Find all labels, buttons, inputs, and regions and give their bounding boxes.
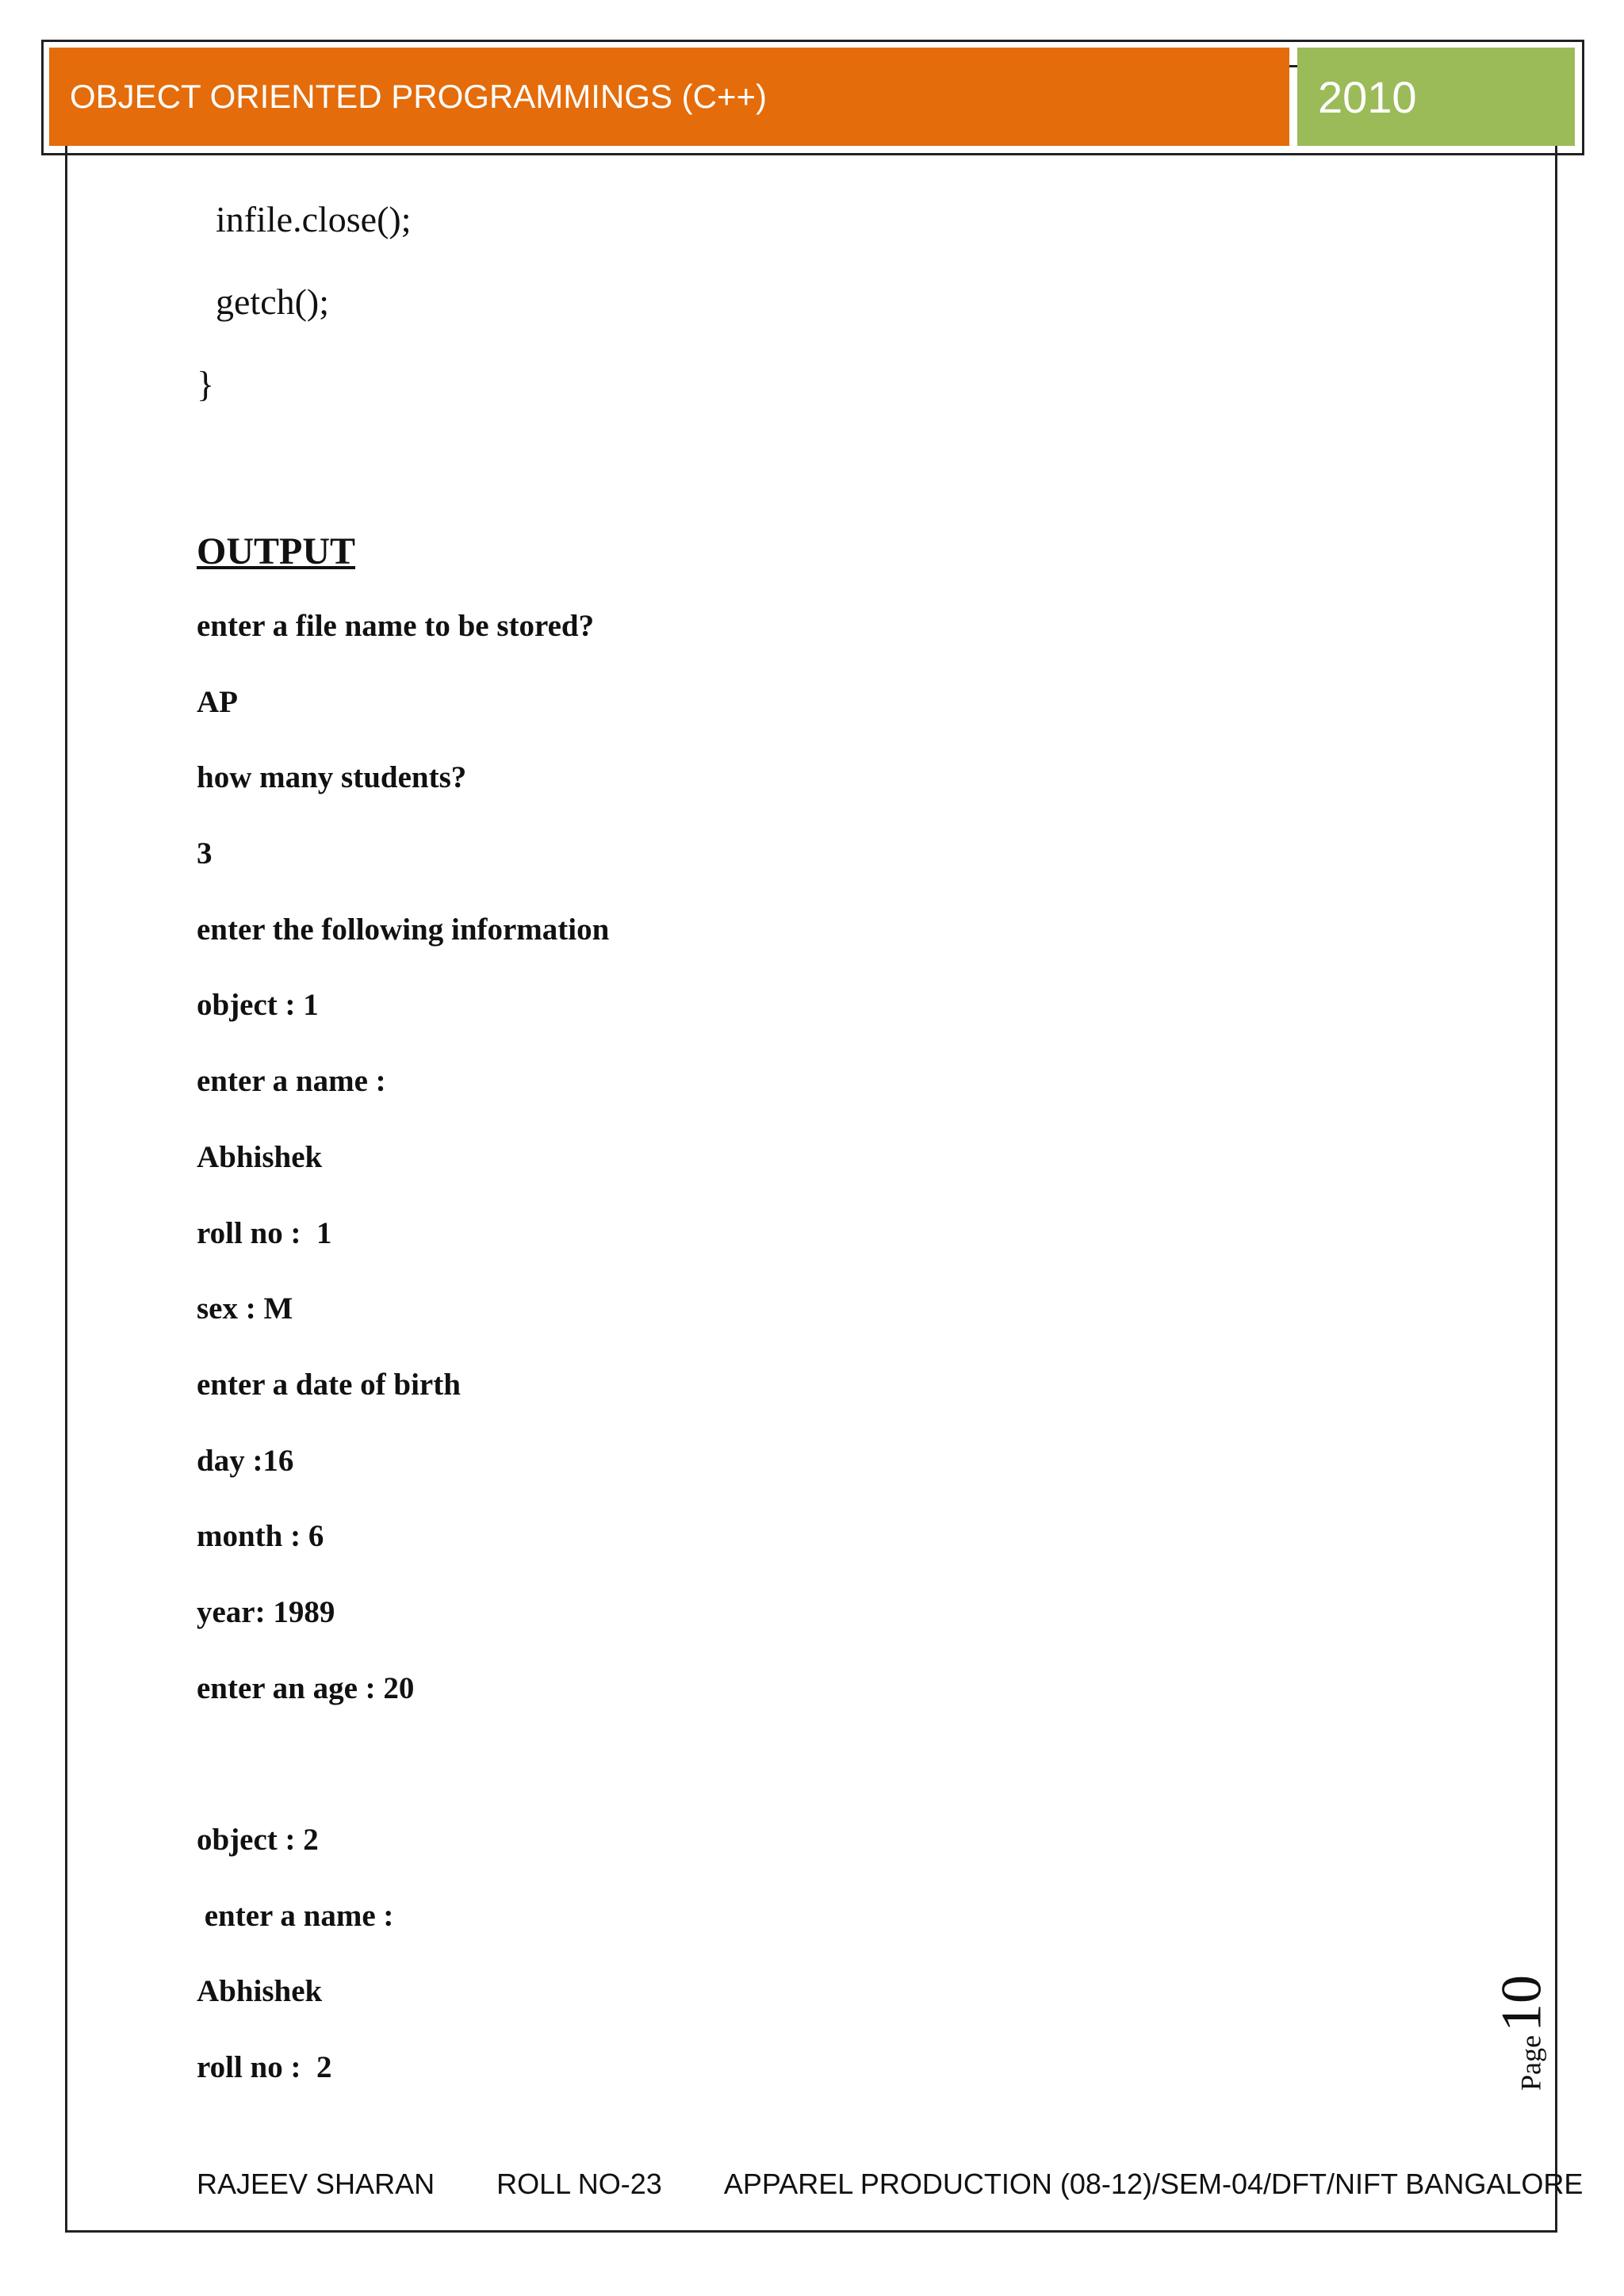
- header-title-bar: [49, 48, 1289, 146]
- output-line: enter a file name to be stored?: [197, 609, 595, 643]
- output-line: enter a name :: [197, 1898, 394, 1933]
- page-value: 10: [1489, 1975, 1553, 2033]
- output-heading: OUTPUT: [197, 530, 356, 572]
- output-line: roll no : 2: [197, 2050, 332, 2085]
- footer: [197, 2168, 1624, 2201]
- output-line: 3: [197, 836, 213, 871]
- output-line: Abhishek: [197, 1974, 323, 2009]
- document-title: OBJECT ORIENTED PROGRAMMINGS (C++): [70, 78, 767, 115]
- output-line: Abhishek: [197, 1139, 323, 1174]
- header-year-bar: [1297, 48, 1575, 146]
- page-number: [1478, 1961, 1565, 2104]
- footer-author: RAJEEV SHARAN: [197, 2168, 435, 2200]
- code-line-getch: getch();: [216, 281, 330, 322]
- code-line-infile-close: infile.close();: [216, 199, 412, 239]
- output-line: month : 6: [197, 1519, 324, 1554]
- output-line: object : 2: [197, 1823, 319, 1857]
- footer-roll: ROLL NO-23: [496, 2168, 662, 2200]
- output-line: sex : M: [197, 1292, 293, 1326]
- output-line: object : 1: [197, 988, 319, 1023]
- output-line: enter a date of birth: [197, 1367, 461, 1402]
- output-line: day :16: [197, 1443, 294, 1478]
- output-line: [197, 1748, 1465, 1824]
- output-line: roll no : 1: [197, 1215, 332, 1250]
- output-line: enter an age : 20: [197, 1670, 415, 1705]
- page-label: Page: [1515, 2035, 1547, 2091]
- output-line: how many students?: [197, 760, 467, 795]
- document-year: 2010: [1318, 71, 1417, 122]
- output-line: year: 1989: [197, 1594, 335, 1629]
- code-line-closing-brace: }: [197, 364, 215, 404]
- output-line: enter a name :: [197, 1064, 386, 1099]
- output-line: AP: [197, 684, 238, 719]
- footer-course: APPAREL PRODUCTION (08-12)/SEM-04/DFT/NIFT BANGALORE: [723, 2168, 1584, 2200]
- output-lines: [197, 610, 1465, 2128]
- output-line: enter the following information: [197, 912, 610, 947]
